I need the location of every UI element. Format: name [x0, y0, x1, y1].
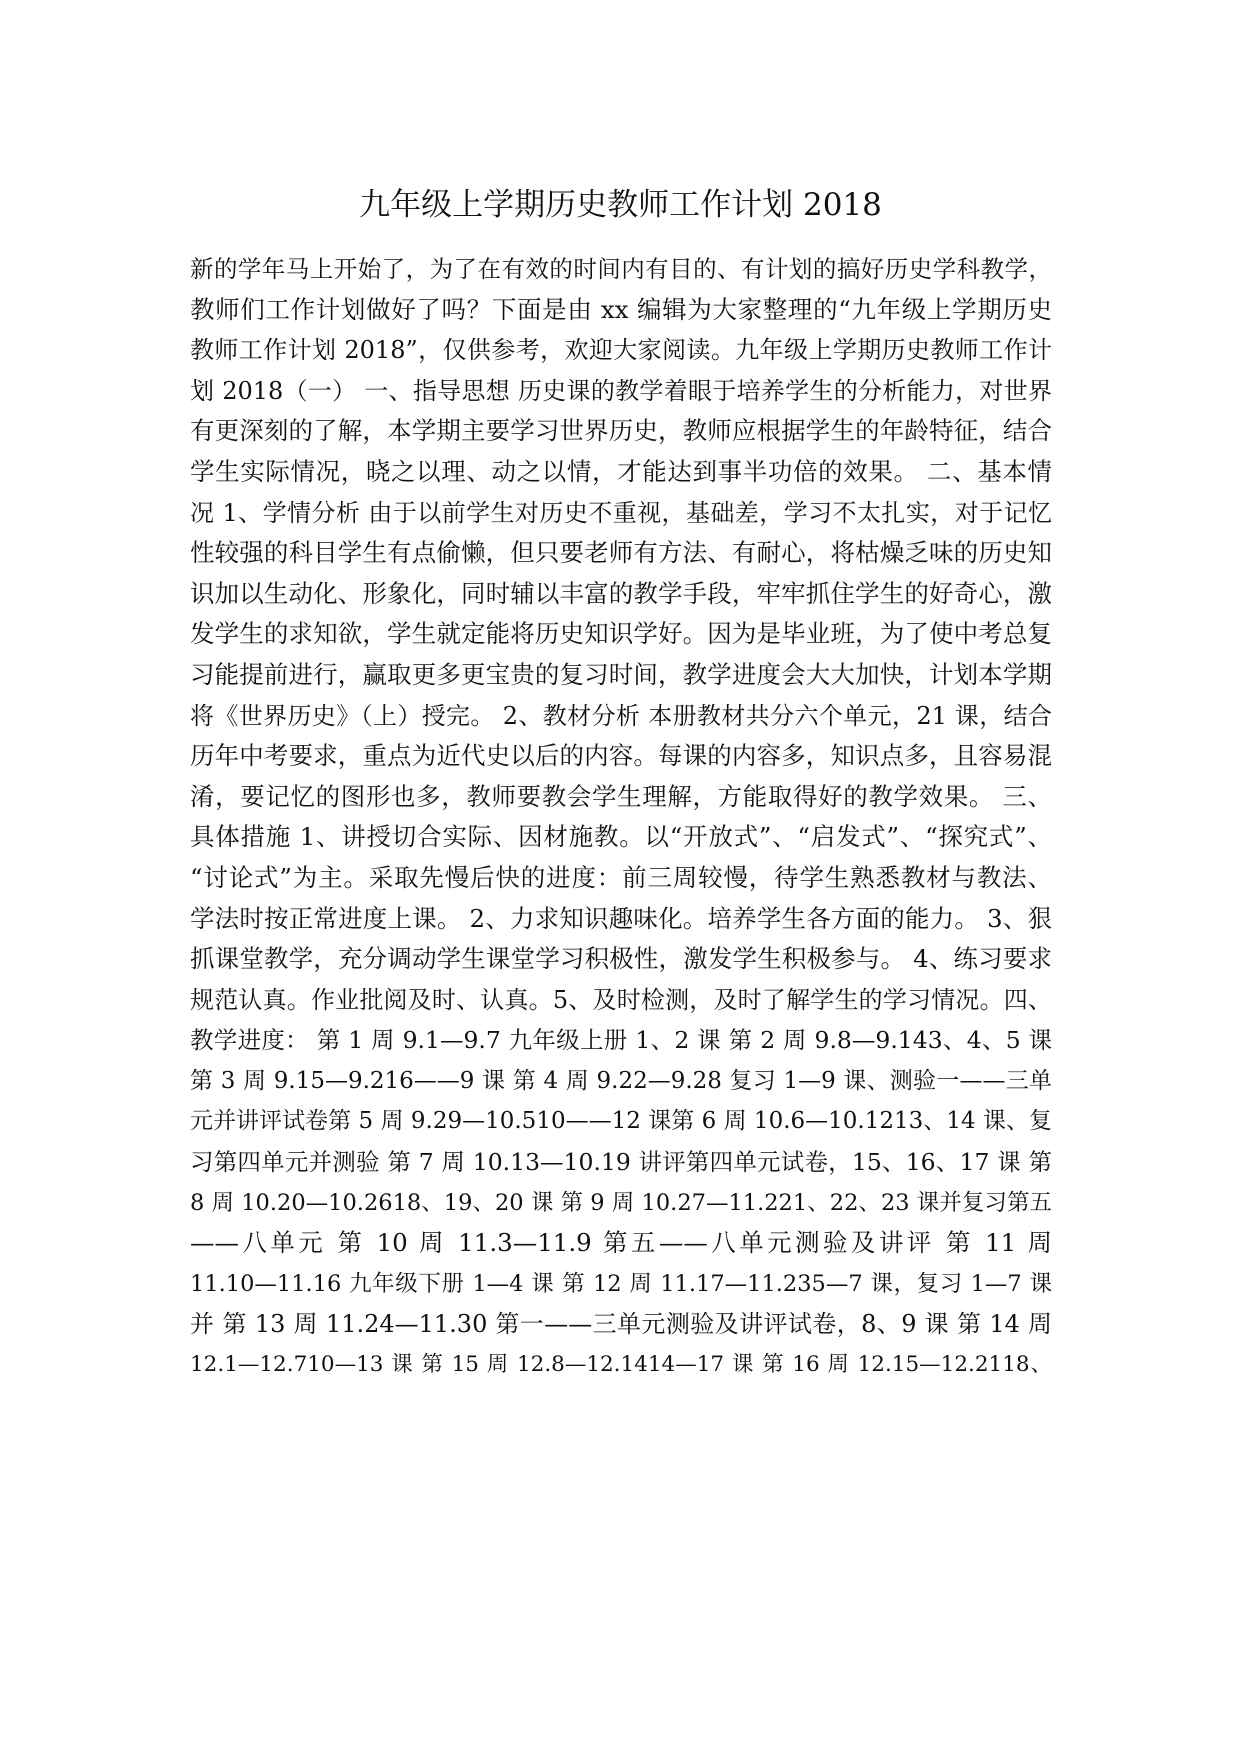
body-text-line: 发学生的求知欲，学生就定能将历史知识学好。因为是毕业班，为了使中考总复 — [190, 619, 1052, 649]
body-text-line: 习能提前进行，赢取更多更宝贵的复习时间，教学进度会大大加快，计划本学期 — [190, 659, 1052, 689]
document-title: 九年级上学期历史教师工作计划 2018 — [359, 187, 882, 223]
document-body — [190, 249, 1052, 1386]
body-text-line: 将《世界历史》（上）授完。 2、教材分析 本册教材共分六个单元，21 课，结合 — [190, 701, 1052, 730]
body-text-line: 性较强的科目学生有点偷懒，但只要老师有方法、有耐心，将枯燥乏味的历史知 — [190, 538, 1052, 568]
body-text-line: ——八单元 第 10 周 11.3—11.9 第五——八单元测验及讲评 第 11 周 — [190, 1228, 1052, 1258]
body-text-line: 划 2018（一） 一、指导思想 历史课的教学着眼于培养学生的分析能力，对世界 — [190, 376, 1052, 405]
body-text-line: 历年中考要求，重点为近代史以后的内容。每课的内容多，知识点多，且容易混 — [190, 741, 1052, 771]
body-text-line: 学生实际情况，晓之以理、动之以情，才能达到事半功倍的效果。 二、基本情 — [190, 456, 1052, 486]
body-text-line: 并 第 13 周 11.24—11.30 第一——三单元测验及讲评试卷，8、9 课 第 14 周 — [190, 1310, 1052, 1339]
body-text-line: 教师们工作计划做好了吗？下面是由 xx 编辑为大家整理的“九年级上学期历史 — [190, 294, 1052, 324]
body-text-line: 习第四单元并测验 第 7 周 10.13—10.19 讲评第四单元试卷，15、16、17 课 第 — [190, 1148, 1052, 1177]
body-text-line: 况 1、学情分析 由于以前学生对历史不重视，基础差，学习不太扎实，对于记忆 — [190, 498, 1052, 527]
body-text-line: 具体措施 1、讲授切合实际、因材施教。以“开放式”、“启发式”、“探究式”、 — [190, 822, 1052, 852]
body-text-line: 学法时按正常进度上课。 2、力求知识趣味化。培养学生各方面的能力。 3、狠 — [190, 903, 1052, 933]
body-text-line: 11.10—11.16 九年级下册 1—4 课 第 12 周 11.17—11.235—7 课，复习 1—7 课 — [190, 1270, 1052, 1297]
body-text-line: “讨论式”为主。采取先慢后快的进度：前三周较慢，待学生熟悉教材与教法、 — [190, 862, 1052, 892]
body-text-line: 元并讲评试卷第 5 周 9.29—10.510——12 课第 6 周 10.6—10.1213、14 课、复 — [190, 1108, 1052, 1135]
body-text-line: 教师工作计划 2018”，仅供参考，欢迎大家阅读。九年级上学期历史教师工作计 — [190, 336, 1052, 365]
body-text-line: 12.1—12.710—13 课 第 15 周 12.8—12.1414—17 课 第 16 周 12.15—12.2118、 — [190, 1352, 1052, 1378]
body-text-line: 识加以生动化、形象化，同时辅以丰富的教学手段，牢牢抓住学生的好奇心，激 — [190, 578, 1052, 608]
body-text-line: 抓课堂教学，充分调动学生课堂学习积极性，激发学生积极参与。 4、练习要求 — [190, 944, 1052, 974]
body-text-line: 新的学年马上开始了，为了在有效的时间内有目的、有计划的搞好历史学科教学， — [190, 255, 1052, 283]
body-text-line: 淆，要记忆的图形也多，教师要教会学生理解，方能取得好的教学效果。 三、 — [190, 781, 1052, 811]
body-text-line: 第 3 周 9.15—9.216——9 课 第 4 周 9.22—9.28 复习 1—9 课、测验一——三单 — [190, 1067, 1052, 1094]
body-text-line: 规范认真。作业批阅及时、认真。5、及时检测，及时了解学生的学习情况。四、 — [190, 985, 1052, 1014]
body-text-line: 有更深刻的了解，本学期主要学习世界历史，教师应根据学生的年龄特征，结合 — [190, 416, 1052, 446]
body-text-line: 教学进度： 第 1 周 9.1—9.7 九年级上册 1、2 课 第 2 周 9.8—9.143、4、5 课 — [190, 1026, 1052, 1055]
body-text-line: 8 周 10.20—10.2618、19、20 课 第 9 周 10.27—11.221、22、23 课并复习第五 — [190, 1189, 1052, 1216]
